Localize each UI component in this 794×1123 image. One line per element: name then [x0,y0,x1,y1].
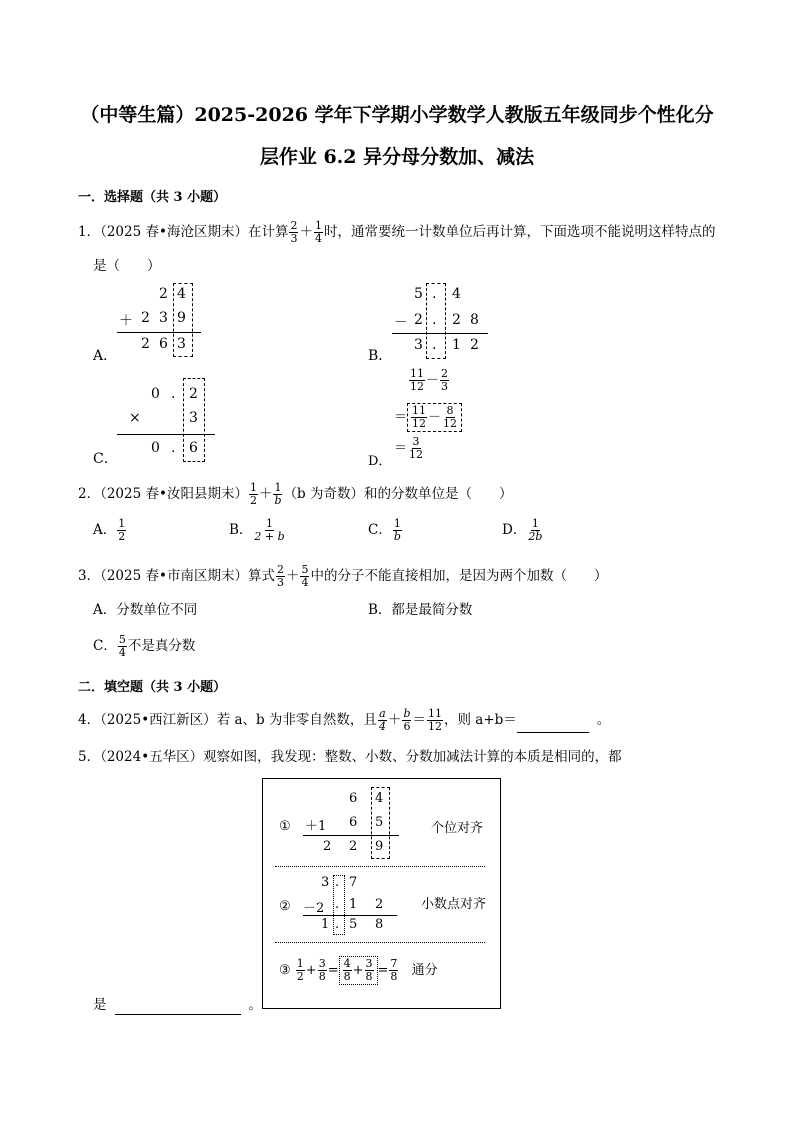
question-1: 1．（2025 春•海沧区期末）在计算 $\frac{2}{3}$ ＋ $\frac{1}{4}$ 时，通常要统一计数单位后再计算，下面选项不能说明这样特点的 [78,219,716,245]
fraction: $\frac{2}{3}$ [276,563,284,589]
vertical-line [303,915,397,916]
question-1-line-2: 是（ ） [93,258,161,274]
q2-option-d[interactable]: D． $\frac{1}{2b}$ [502,517,543,543]
title-line-1: （中等生篇）2025-2026 学年下学期小学数学人教版五年级同步个性化分 [80,104,714,126]
fraction: $\frac{11}{12}$ [412,404,427,430]
q2-option-c[interactable]: C． $\frac{1}{b}$ [368,517,401,543]
option-d[interactable]: D． $\frac{11}{12}$ － $\frac{2}{3}$ ＝ $\frac{11}{12}$ － $\frac{8}{12}$ ＝ $\frac{3}{12}$ [368,368,518,468]
question-5-line-2: 是 。 [93,997,262,1013]
fraction: $\frac{1}{b}$ [274,481,282,507]
section-choice-heading: 一．选择题（共 3 小题） [78,190,227,205]
vertical-line [303,835,399,836]
answer-blank[interactable] [115,998,241,1015]
option-b[interactable]: B． 5 . 4 － 2 . 2 8 3 . 1 2 [368,283,508,363]
highlight-box: $\frac{11}{12}$ － $\frac{8}{12}$ [407,403,462,432]
answer-blank[interactable] [517,716,589,733]
q5-figure: ① 6 4 ＋1 6 5 2 2 9 个位对齐 ② 3 . 7 －2 . 1 2 1 . 5 8 小数点对齐 ③ $\frac{1}{2}$ + $\frac{3}{8}$ = $\frac{4}{8}$ + $\frac{3}{8}$ = $\frac{7}{8}$ 通分 [262,778,501,1009]
question-4: 4．（2025•西江新区）若 a、b 为非零自然数，且 $\frac{a}{4}$ ＋ $\frac{b}{6}$ ＝ $\frac{11}{12}$ ，则 a+b＝ 。 [78,707,611,733]
fraction: $\frac{2}{3}$ [441,367,449,393]
fraction: $\frac{5}{4}$ [301,563,309,589]
fraction-equation: ③ $\frac{1}{2}$ + $\frac{3}{8}$ = $\frac{4}{8}$ + $\frac{3}{8}$ = $\frac{7}{8}$ 通分 [279,957,438,983]
q3-option-a[interactable]: A．分数单位不同 [93,602,198,618]
fraction: $\frac{8}{12}$ [443,404,458,430]
fraction: $\frac{1}{2}$ [249,481,257,507]
divider [275,942,485,943]
highlight-box: $\frac{4}{8}$ + $\frac{3}{8}$ [339,956,378,985]
title-line-2: 层作业 6.2 异分母分数加、减法 [259,146,535,168]
fraction: $\frac{3}{12}$ [409,435,424,461]
divider [275,866,485,867]
vertical-line [392,333,488,334]
question-3: 3．（2025 春•市南区期末）算式 $\frac{2}{3}$ ＋ $\frac{5}{4}$ 中的分子不能直接相加，是因为两个加数（ ） [78,563,608,589]
question-2: 2．（2025 春•汝阳县期末） $\frac{1}{2}$ ＋ $\frac{1}{b}$ （b 为奇数）和的分数单位是（ ） [78,481,513,507]
q2-option-a[interactable]: A． $\frac{1}{2}$ [93,517,126,543]
fraction: $\frac{1}{4}$ [314,219,322,245]
vertical-line [117,434,215,435]
q3-option-c[interactable]: C． $\frac{5}{4}$ 不是真分数 [93,633,196,659]
q3-option-b[interactable]: B．都是最简分数 [368,602,473,618]
section-fill-heading: 二．填空题（共 3 小题） [78,680,227,695]
vertical-line [117,332,201,333]
q2-option-b[interactable]: B． $\frac{1}{2 + b}$ [229,517,285,543]
fraction: $\frac{11}{12}$ [410,367,424,393]
option-a[interactable]: A． 2 4 ＋ 2 3 9 2 6 3 [93,283,233,363]
question-5: 5．（2024•五华区）观察如图，我发现：整数、小数、分数加减法计算的本质是相同的，都 [78,749,622,765]
option-c[interactable]: C． 0 . 2 × 3 0 . 6 [93,378,233,468]
fraction: $\frac{2}{3}$ [290,219,298,245]
